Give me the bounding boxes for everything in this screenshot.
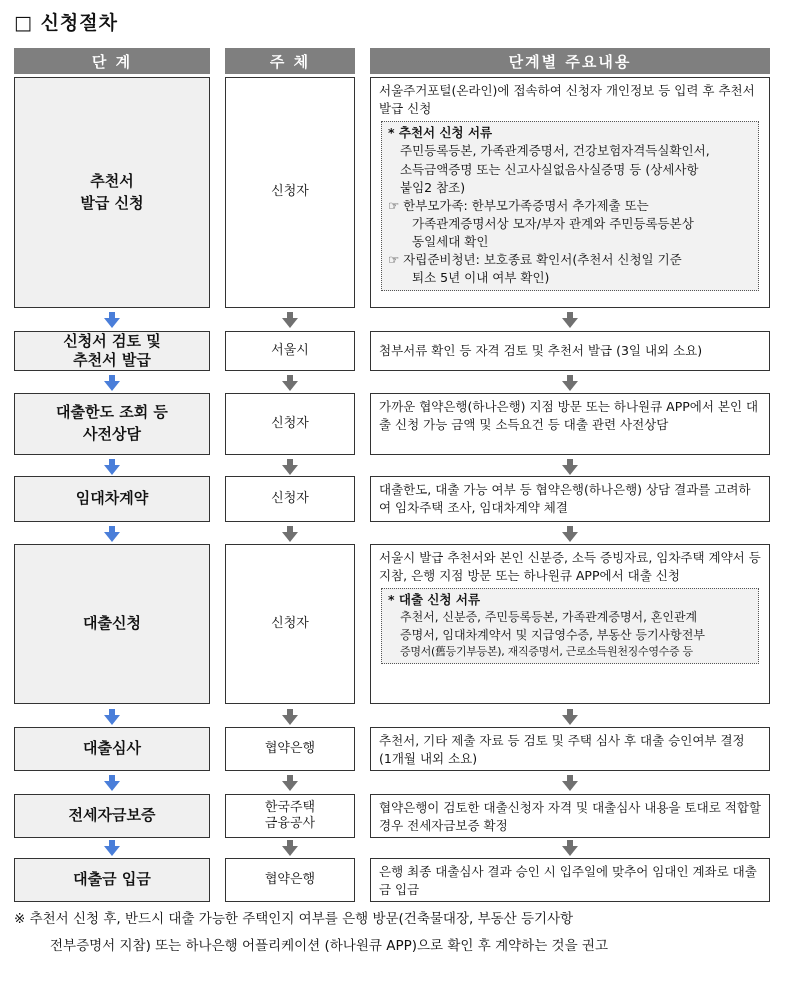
required-docs-title: * 대출 신청 서류 <box>388 592 481 608</box>
arrow-down-icon <box>104 781 120 791</box>
actor-8: 협약은행 <box>225 858 355 902</box>
doc-line: 증명서, 임대차계약서 및 지급영수증, 부동산 등기사항전부 <box>400 627 705 642</box>
arrow-down-icon <box>562 846 578 856</box>
arrow-down-icon <box>562 465 578 475</box>
required-docs-box <box>381 588 759 664</box>
actor-2: 서울시 <box>225 331 355 371</box>
doc-line: 소득금액증명 또는 신고사실없음사실증명 등 (상세사항 <box>400 161 699 177</box>
stage-5: 대출신청 <box>14 544 210 704</box>
actor-1: 신청자 <box>225 77 355 308</box>
detail-text: 협약은행이 검토한 대출신청자 자격 및 대출심사 내용을 토대로 적합할 경우 전세자금보증 확정 <box>379 800 761 834</box>
doc-note: ☞ 자립준비청년: 보호종료 확인서(추천서 신청일 기준 <box>388 252 682 268</box>
required-docs-title: * 추천서 신청 서류 <box>388 125 493 141</box>
actor-3: 신청자 <box>225 393 355 455</box>
doc-line: 증명서(舊등기부등본), 재직증명서, 근로소득원천징수영수증 등 <box>400 645 693 659</box>
stage-1: 추천서 발급 신청 <box>14 77 210 308</box>
doc-line: 주민등록등본, 가족관계증명서, 건강보험자격득실확인서, <box>400 143 710 159</box>
detail-text: 추천서, 기타 제출 자료 등 검토 및 주택 심사 후 대출 승인여부 결정 (1개월 내외 소요) <box>379 733 745 767</box>
arrow-down-icon <box>282 381 298 391</box>
page-title: □ 신청절차 <box>14 12 118 34</box>
detail-text: 대출한도, 대출 가능 여부 등 협약은행(하나은행) 상담 결과를 고려하여 임차주택 조사, 임대차계약 체결 <box>379 482 751 516</box>
doc-note: 가족관계증명서상 모자/부자 관계와 주민등록등본상 <box>412 215 694 231</box>
arrow-down-icon <box>104 846 120 856</box>
detail-text: 가까운 협약은행(하나은행) 지점 방문 또는 하나원큐 APP에서 본인 대출 신청 가능 금액 및 소득요건 등 대출 관련 사전상담 <box>379 399 759 433</box>
actor-6: 협약은행 <box>225 727 355 771</box>
detail-7 <box>370 794 770 838</box>
arrow-down-icon <box>104 532 120 542</box>
actor-4: 신청자 <box>225 476 355 522</box>
detail-8 <box>370 858 770 902</box>
doc-line: 추천서, 신분증, 주민등록등본, 가족관계증명서, 혼인관계 <box>400 610 698 625</box>
detail-6 <box>370 727 770 771</box>
arrow-down-icon <box>104 465 120 475</box>
detail-5 <box>370 544 770 704</box>
arrow-down-icon <box>562 532 578 542</box>
arrow-down-icon <box>282 465 298 475</box>
stage-4: 임대차계약 <box>14 476 210 522</box>
footnote-line-1: ※ 추천서 신청 후, 반드시 대출 가능한 주택인지 여부를 은행 방문(건축물대장, 부동산 등기사항 <box>14 911 574 927</box>
detail-text: 서울시 발급 추천서와 본인 신분증, 소득 증빙자료, 임차주택 계약서 등 지참, 은행 지점 방문 또는 하나원큐 APP에서 대출 신청 <box>379 550 761 584</box>
stage-7: 전세자금보증 <box>14 794 210 838</box>
arrow-down-icon <box>562 318 578 328</box>
header-stage: 단 계 <box>14 48 210 74</box>
header-detail: 단계별 주요내용 <box>370 48 770 74</box>
doc-note: 퇴소 5년 이내 여부 확인) <box>412 270 550 286</box>
stage-8: 대출금 입금 <box>14 858 210 902</box>
arrow-down-icon <box>104 715 120 725</box>
detail-1 <box>370 77 770 308</box>
arrow-down-icon <box>104 381 120 391</box>
detail-text: 서울주거포털(온라인)에 접속하여 신청자 개인정보 등 입력 후 추천서 발급 신청 <box>379 83 755 117</box>
arrow-down-icon <box>104 318 120 328</box>
detail-4 <box>370 476 770 522</box>
footnote-line-2: 전부증명서 지참) 또는 하나은행 어플리케이션 (하나원큐 APP)으로 확인 후 계약하는 것을 권고 <box>50 938 608 954</box>
detail-2 <box>370 331 770 371</box>
stage-2: 신청서 검토 및 추천서 발급 <box>14 331 210 371</box>
actor-7: 한국주택 금융공사 <box>225 794 355 838</box>
arrow-down-icon <box>562 715 578 725</box>
arrow-down-icon <box>282 846 298 856</box>
stage-3: 대출한도 조회 등 사전상담 <box>14 393 210 455</box>
doc-note: ☞ 한부모가족: 한부모가족증명서 추가제출 또는 <box>388 197 649 213</box>
arrow-down-icon <box>282 318 298 328</box>
required-docs-box <box>381 121 759 291</box>
arrow-down-icon <box>282 715 298 725</box>
arrow-down-icon <box>282 781 298 791</box>
detail-text: 첨부서류 확인 등 자격 검토 및 추천서 발급 (3일 내외 소요) <box>379 342 703 358</box>
detail-text: 은행 최종 대출심사 결과 승인 시 입주일에 맞추어 임대인 계좌로 대출금 입금 <box>379 864 757 898</box>
arrow-down-icon <box>562 781 578 791</box>
doc-note: 동일세대 확인 <box>412 234 489 249</box>
footnote <box>14 906 800 960</box>
arrow-down-icon <box>282 532 298 542</box>
header-actor: 주 체 <box>225 48 355 74</box>
detail-3 <box>370 393 770 455</box>
actor-5: 신청자 <box>225 544 355 704</box>
arrow-down-icon <box>562 381 578 391</box>
doc-line: 붙임2 참조) <box>400 179 466 195</box>
stage-6: 대출심사 <box>14 727 210 771</box>
